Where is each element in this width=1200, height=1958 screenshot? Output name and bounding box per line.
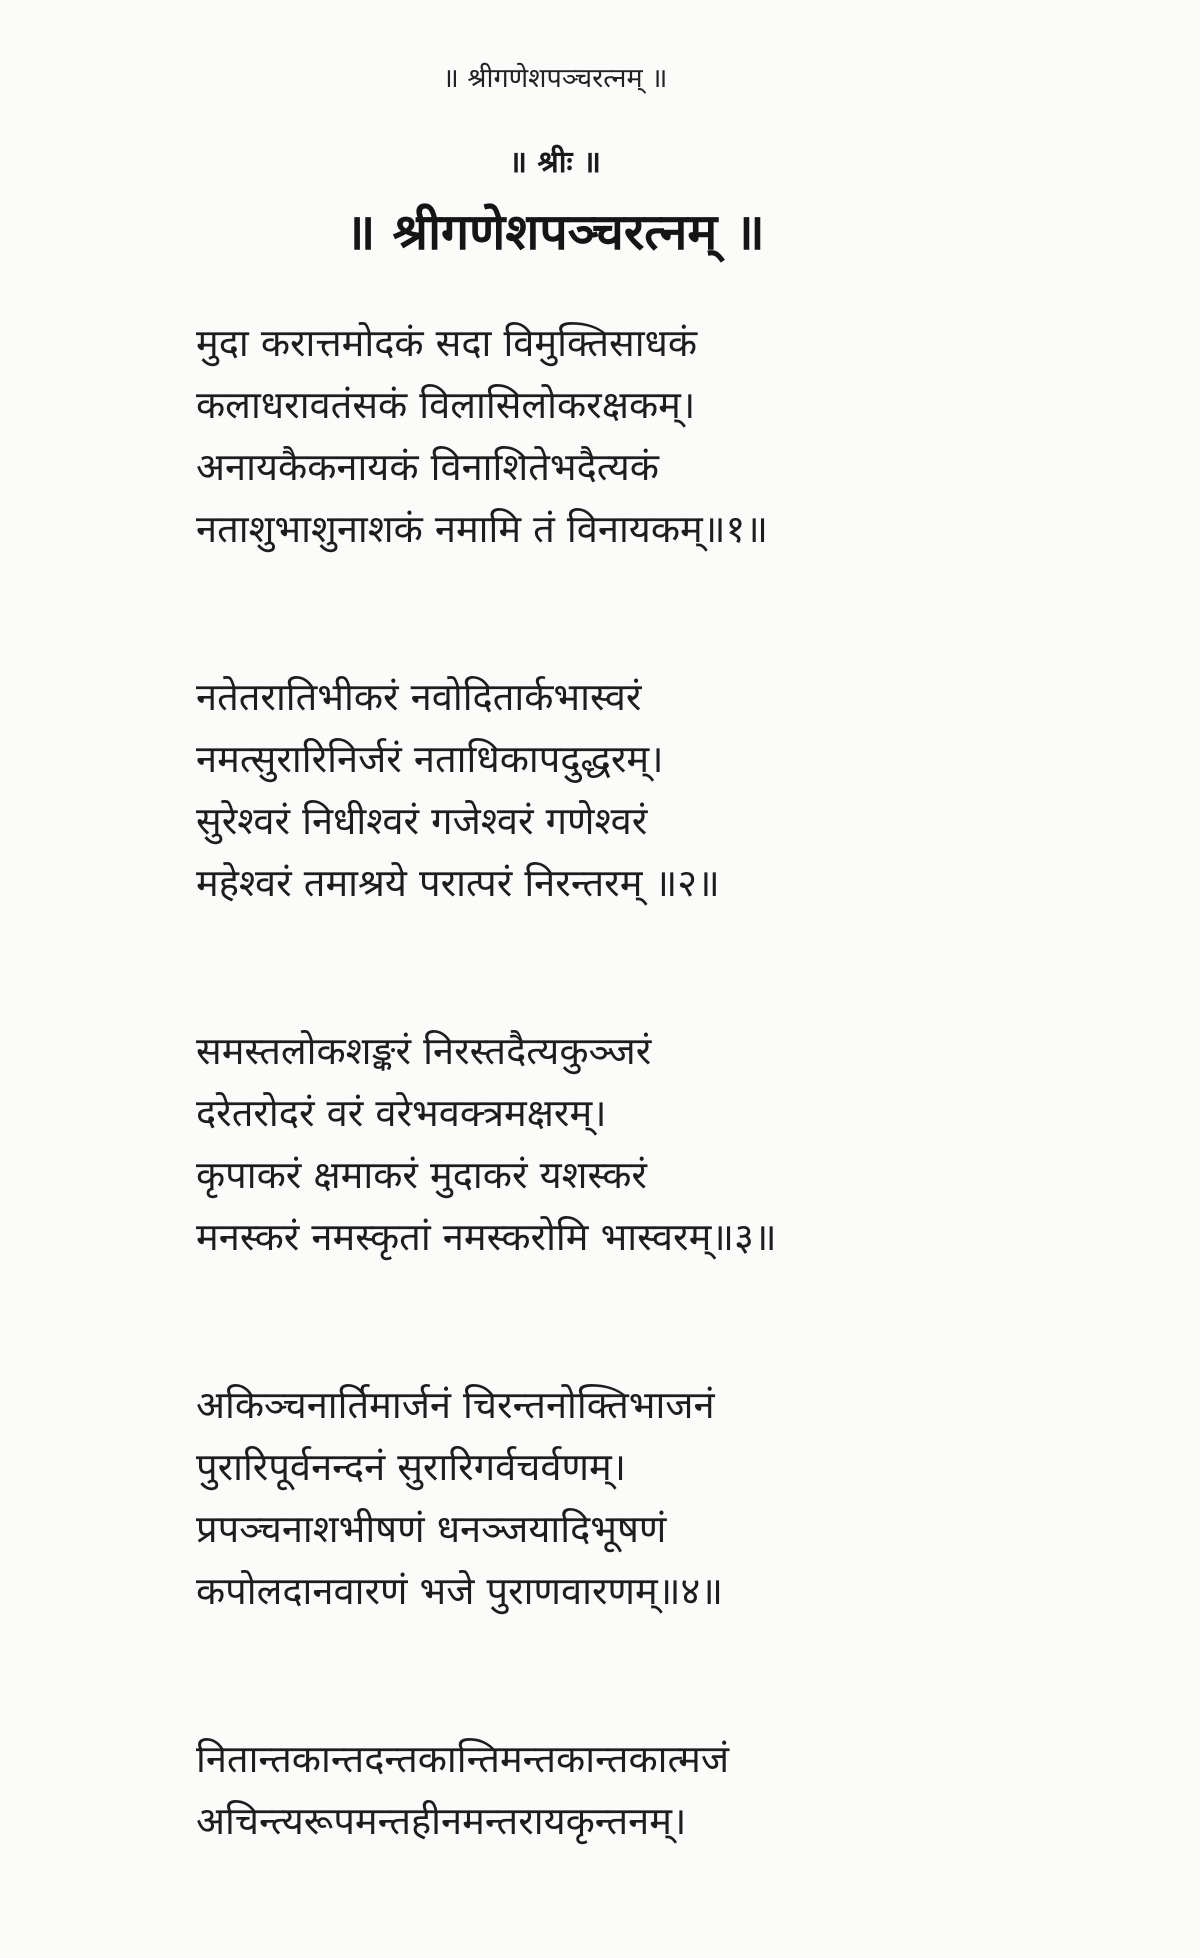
verse-line: नताशुभाशुनाशकं नमामि तं विनायकम्॥१॥ bbox=[196, 507, 769, 551]
verse-line: समस्तलोकशङ्करं निरस्तदैत्यकुञ्जरं bbox=[196, 1029, 652, 1073]
verse-2 bbox=[196, 666, 1096, 914]
verse-line: पुरारिपूर्वनन्दनं सुरारिगर्वचर्वणम्। bbox=[196, 1445, 627, 1489]
verse-line: अचिन्त्यरूपमन्तहीनमन्तरायकृन्तनम्। bbox=[196, 1799, 687, 1843]
verse-line: मुदा करात्तमोदकं सदा विमुक्तिसाधकं bbox=[196, 321, 698, 365]
verse-1 bbox=[196, 312, 1096, 560]
verse-3 bbox=[196, 1020, 1096, 1268]
verse-line: कृपाकरं क्षमाकरं मुदाकरं यशस्करं bbox=[196, 1153, 647, 1197]
verse-line: नितान्तकान्तदन्तकान्तिमन्तकान्तकात्मजं bbox=[196, 1737, 730, 1781]
verse-line: प्रपञ्चनाशभीषणं धनञ्जयादिभूषणं bbox=[196, 1507, 667, 1551]
page-title: ॥ श्रीगणेशपञ्चरत्नम् ॥ bbox=[345, 203, 765, 261]
verse-line: नतेतरातिभीकरं नवोदितार्कभास्वरं bbox=[196, 675, 642, 719]
verse-4 bbox=[196, 1374, 1096, 1622]
verse-5 bbox=[196, 1728, 1096, 1852]
verses-block bbox=[196, 312, 1096, 1958]
verse-line: नमत्सुरारिनिर्जरं नताधिकापदुद्धरम्। bbox=[196, 737, 664, 781]
verse-line: मनस्करं नमस्कृतां नमस्करोमि भास्वरम्॥३॥ bbox=[196, 1215, 777, 1259]
verse-line: कपोलदानवारणं भजे पुराणवारणम्॥४॥ bbox=[196, 1569, 723, 1613]
verse-line: अनायकैकनायकं विनाशितेभदैत्यकं bbox=[196, 445, 659, 489]
verse-line: अकिञ्चनार्तिमार्जनं चिरन्तनोक्तिभाजनं bbox=[196, 1383, 715, 1427]
verse-line: सुरेश्वरं निधीश्वरं गजेश्वरं गणेश्वरं bbox=[196, 799, 648, 843]
running-head: ॥ श्रीगणेशपञ्चरत्नम् ॥ bbox=[442, 63, 668, 94]
verse-line: महेश्वरं तमाश्रये परात्परं निरन्तरम् ॥२॥ bbox=[196, 861, 720, 905]
invocation: ॥ श्रीः ॥ bbox=[509, 145, 601, 180]
verse-line: कलाधरावतंसकं विलासिलोकरक्षकम्। bbox=[196, 383, 696, 427]
verse-line: दरेतरोदरं वरं वरेभवक्त्रमक्षरम्। bbox=[196, 1091, 607, 1135]
